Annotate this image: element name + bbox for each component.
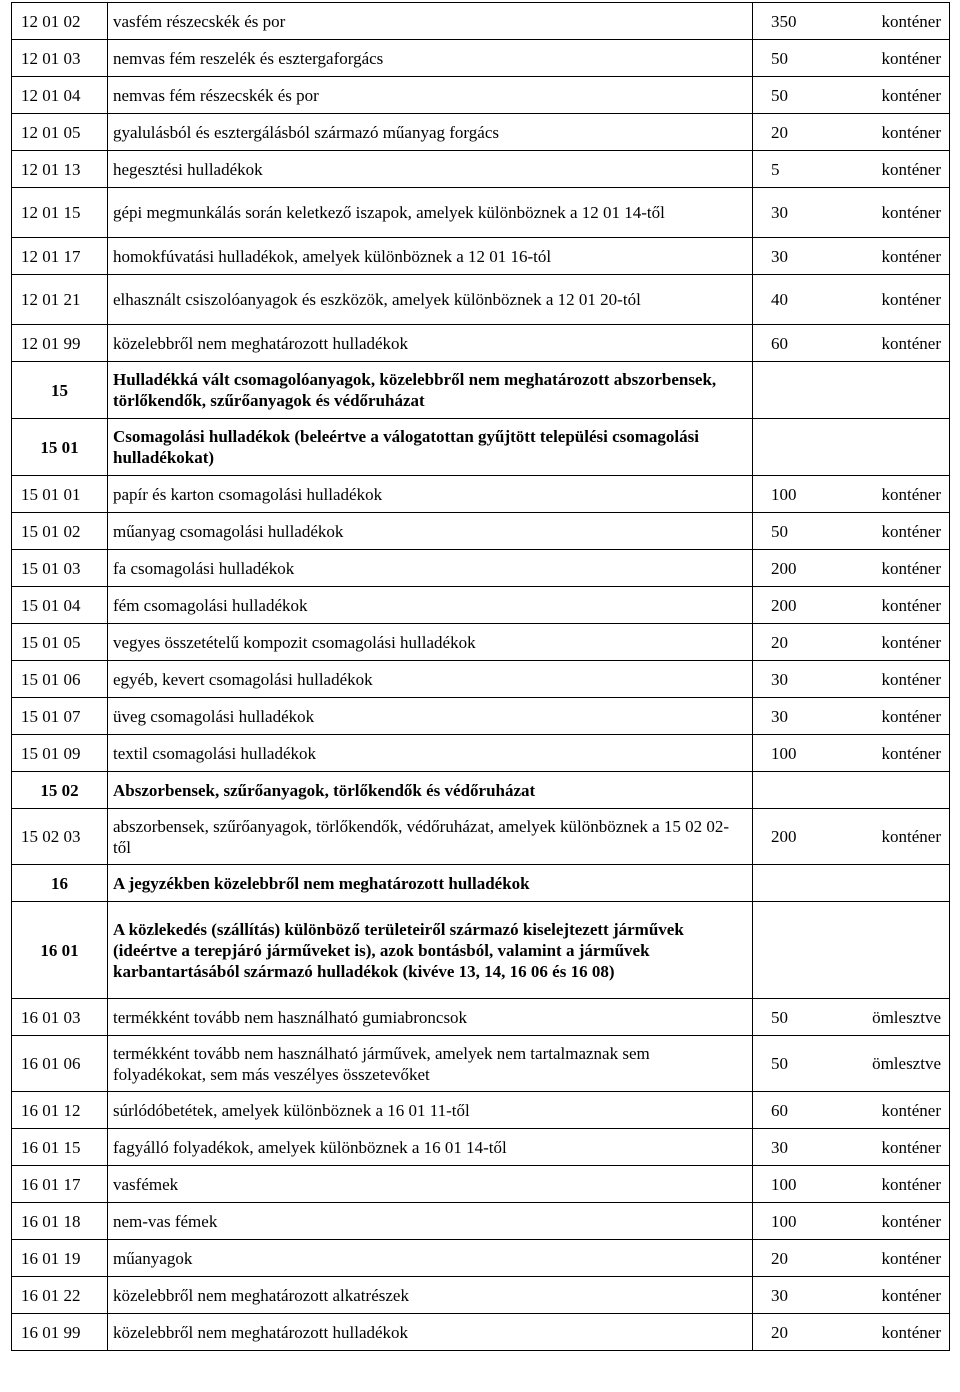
quantity-unit: ömlesztve xyxy=(872,1007,941,1027)
quantity-wrapper xyxy=(771,1137,941,1158)
waste-description-cell: termékként tovább nem használható gumiabroncsok xyxy=(108,999,753,1036)
waste-description-cell: súrlódóbetétek, amelyek különböznek a 16 01 11-től xyxy=(108,1092,753,1129)
quantity-value: 30 xyxy=(771,1137,788,1157)
waste-code-cell: 16 xyxy=(12,865,108,902)
quantity-unit: konténer xyxy=(881,669,941,689)
table-row xyxy=(12,661,950,698)
waste-code-cell: 16 01 06 xyxy=(12,1036,108,1092)
waste-description-cell: fagyálló folyadékok, amelyek különböznek a 16 01 14-től xyxy=(108,1129,753,1166)
quantity-value: 5 xyxy=(771,159,780,179)
quantity-cell xyxy=(753,1203,950,1240)
waste-description-cell: vasfém részecskék és por xyxy=(108,3,753,40)
quantity-value: 20 xyxy=(771,122,788,142)
table-row xyxy=(12,1203,950,1240)
quantity-unit: konténer xyxy=(881,85,941,105)
table-row xyxy=(12,735,950,772)
quantity-wrapper xyxy=(771,558,941,579)
waste-code-cell: 15 01 05 xyxy=(12,624,108,661)
quantity-cell xyxy=(753,419,950,476)
waste-code-cell: 15 02 03 xyxy=(12,809,108,865)
waste-description-cell: nemvas fém részecskék és por xyxy=(108,77,753,114)
quantity-unit: konténer xyxy=(881,706,941,726)
quantity-value: 20 xyxy=(771,632,788,652)
quantity-cell xyxy=(753,865,950,902)
table-row xyxy=(12,114,950,151)
waste-description-cell: homokfúvatási hulladékok, amelyek különböznek a 12 01 16-tól xyxy=(108,238,753,275)
quantity-wrapper xyxy=(771,521,941,542)
quantity-unit: ömlesztve xyxy=(872,1054,941,1073)
quantity-cell xyxy=(753,3,950,40)
waste-description-cell: fa csomagolási hulladékok xyxy=(108,550,753,587)
table-row xyxy=(12,1036,950,1092)
table-row xyxy=(12,77,950,114)
quantity-value: 200 xyxy=(771,827,797,846)
table-row xyxy=(12,40,950,77)
quantity-cell xyxy=(753,40,950,77)
table-row xyxy=(12,513,950,550)
quantity-cell xyxy=(753,809,950,865)
waste-description-cell: textil csomagolási hulladékok xyxy=(108,735,753,772)
quantity-unit: konténer xyxy=(881,290,941,309)
table-row xyxy=(12,809,950,865)
waste-code-cell: 16 01 19 xyxy=(12,1240,108,1277)
group-header-row xyxy=(12,419,950,476)
group-header-row xyxy=(12,362,950,419)
waste-code-cell: 15 01 04 xyxy=(12,587,108,624)
waste-description-cell: üveg csomagolási hulladékok xyxy=(108,698,753,735)
quantity-value: 50 xyxy=(771,1054,788,1073)
table-row xyxy=(12,624,950,661)
waste-code-cell: 16 01 15 xyxy=(12,1129,108,1166)
quantity-cell xyxy=(753,151,950,188)
table-row xyxy=(12,698,950,735)
table-row xyxy=(12,238,950,275)
quantity-value: 50 xyxy=(771,85,788,105)
waste-description-cell: fém csomagolási hulladékok xyxy=(108,587,753,624)
quantity-unit: konténer xyxy=(881,203,941,222)
quantity-cell xyxy=(753,772,950,809)
waste-code-cell: 12 01 04 xyxy=(12,77,108,114)
quantity-wrapper xyxy=(771,122,941,143)
quantity-unit: konténer xyxy=(881,1174,941,1194)
quantity-unit: konténer xyxy=(881,632,941,652)
group-header-row xyxy=(12,902,950,999)
quantity-wrapper xyxy=(771,1007,941,1028)
quantity-cell xyxy=(753,550,950,587)
quantity-unit: konténer xyxy=(881,1285,941,1305)
waste-description-cell: nem-vas fémek xyxy=(108,1203,753,1240)
waste-description-cell: Abszorbensek, szűrőanyagok, törlőkendők és védőruházat xyxy=(108,772,753,809)
quantity-cell xyxy=(753,1166,950,1203)
waste-code-cell: 16 01 03 xyxy=(12,999,108,1036)
quantity-wrapper xyxy=(771,1211,941,1232)
table-row xyxy=(12,999,950,1036)
table-row xyxy=(12,1240,950,1277)
waste-code-cell: 15 01 03 xyxy=(12,550,108,587)
quantity-cell xyxy=(753,1240,950,1277)
quantity-wrapper xyxy=(771,632,941,653)
waste-code-cell: 15 02 xyxy=(12,772,108,809)
quantity-cell xyxy=(753,325,950,362)
quantity-cell xyxy=(753,1092,950,1129)
table-row xyxy=(12,1092,950,1129)
quantity-cell xyxy=(753,661,950,698)
quantity-unit: konténer xyxy=(881,1137,941,1157)
quantity-unit: konténer xyxy=(881,558,941,578)
quantity-value: 100 xyxy=(771,1211,797,1231)
waste-code-cell: 12 01 13 xyxy=(12,151,108,188)
waste-code-cell: 15 01 01 xyxy=(12,476,108,513)
quantity-wrapper xyxy=(771,826,941,847)
waste-code-cell: 12 01 17 xyxy=(12,238,108,275)
quantity-unit: konténer xyxy=(881,159,941,179)
quantity-value: 200 xyxy=(771,595,797,615)
quantity-value: 200 xyxy=(771,558,797,578)
quantity-cell xyxy=(753,476,950,513)
quantity-value: 50 xyxy=(771,48,788,68)
quantity-cell xyxy=(753,238,950,275)
waste-description-cell: A közlekedés (szállítás) különböző területeiről származó kiselejtezett járművek (ideértve a terepjáró járműveket is), azok bontásból, valamint a járművek karbantartásából származó hulladékok (kivéve 13, 14, 16 06 és 16 08) xyxy=(108,902,753,999)
quantity-wrapper xyxy=(771,484,941,505)
quantity-wrapper xyxy=(771,289,941,310)
waste-description-cell: gyalulásból és esztergálásból származó műanyag forgács xyxy=(108,114,753,151)
waste-description-cell: egyéb, kevert csomagolási hulladékok xyxy=(108,661,753,698)
quantity-cell xyxy=(753,188,950,238)
table-row xyxy=(12,1166,950,1203)
quantity-value: 20 xyxy=(771,1248,788,1268)
quantity-unit: konténer xyxy=(881,827,941,846)
quantity-unit: konténer xyxy=(881,1248,941,1268)
table-row xyxy=(12,188,950,238)
quantity-value: 50 xyxy=(771,1007,788,1027)
quantity-unit: konténer xyxy=(881,246,941,266)
quantity-wrapper xyxy=(771,159,941,180)
quantity-cell xyxy=(753,114,950,151)
waste-description-cell: papír és karton csomagolási hulladékok xyxy=(108,476,753,513)
quantity-unit: konténer xyxy=(881,521,941,541)
waste-description-cell: gépi megmunkálás során keletkező iszapok, amelyek különböznek a 12 01 14-től xyxy=(108,188,753,238)
quantity-wrapper xyxy=(771,1174,941,1195)
table-row xyxy=(12,275,950,325)
waste-code-cell: 16 01 xyxy=(12,902,108,999)
waste-code-cell: 12 01 99 xyxy=(12,325,108,362)
quantity-value: 30 xyxy=(771,246,788,266)
waste-description-cell: elhasznált csiszolóanyagok és eszközök, amelyek különböznek a 12 01 20-tól xyxy=(108,275,753,325)
quantity-unit: konténer xyxy=(881,595,941,615)
waste-code-cell: 15 01 xyxy=(12,419,108,476)
waste-code-cell: 16 01 18 xyxy=(12,1203,108,1240)
table-row xyxy=(12,1314,950,1351)
waste-code-cell: 15 01 07 xyxy=(12,698,108,735)
quantity-cell xyxy=(753,362,950,419)
waste-code-table xyxy=(11,2,950,1351)
quantity-value: 20 xyxy=(771,1322,788,1342)
quantity-wrapper xyxy=(771,595,941,616)
table-row xyxy=(12,3,950,40)
quantity-value: 30 xyxy=(771,203,788,222)
quantity-cell xyxy=(753,587,950,624)
quantity-cell xyxy=(753,513,950,550)
waste-code-cell: 15 01 02 xyxy=(12,513,108,550)
waste-code-cell: 16 01 17 xyxy=(12,1166,108,1203)
quantity-wrapper xyxy=(771,1248,941,1269)
quantity-wrapper xyxy=(771,1285,941,1306)
quantity-cell xyxy=(753,902,950,999)
quantity-unit: konténer xyxy=(881,743,941,763)
waste-code-cell: 15 01 06 xyxy=(12,661,108,698)
quantity-cell xyxy=(753,999,950,1036)
waste-description-cell: Hulladékká vált csomagolóanyagok, közelebbről nem meghatározott abszorbensek, törlőkendők, szűrőanyagok és védőruházat xyxy=(108,362,753,419)
quantity-wrapper xyxy=(771,706,941,727)
waste-description-cell: A jegyzékben közelebbről nem meghatározott hulladékok xyxy=(108,865,753,902)
quantity-cell xyxy=(753,1129,950,1166)
quantity-cell xyxy=(753,1277,950,1314)
table-row xyxy=(12,1129,950,1166)
group-header-row xyxy=(12,772,950,809)
quantity-unit: konténer xyxy=(881,1211,941,1231)
waste-description-cell: közelebbről nem meghatározott hulladékok xyxy=(108,325,753,362)
waste-description-cell: abszorbensek, szűrőanyagok, törlőkendők, védőruházat, amelyek különböznek a 15 02 02-től xyxy=(108,809,753,865)
waste-code-cell: 15 01 09 xyxy=(12,735,108,772)
waste-description-cell: termékként tovább nem használható járművek, amelyek nem tartalmaznak sem folyadékokat, sem más veszélyes összetevőket xyxy=(108,1036,753,1092)
quantity-cell xyxy=(753,735,950,772)
quantity-cell xyxy=(753,275,950,325)
quantity-wrapper xyxy=(771,1322,941,1343)
quantity-value: 60 xyxy=(771,1100,788,1120)
waste-description-cell: műanyag csomagolási hulladékok xyxy=(108,513,753,550)
quantity-wrapper xyxy=(771,1100,941,1121)
waste-description-cell: közelebbről nem meghatározott hulladékok xyxy=(108,1314,753,1351)
quantity-value: 350 xyxy=(771,11,797,31)
waste-code-cell: 12 01 03 xyxy=(12,40,108,77)
quantity-wrapper xyxy=(771,333,941,354)
quantity-value: 30 xyxy=(771,706,788,726)
quantity-cell xyxy=(753,698,950,735)
quantity-unit: konténer xyxy=(881,484,941,504)
waste-description-cell: hegesztési hulladékok xyxy=(108,151,753,188)
waste-description-cell: nemvas fém reszelék és esztergaforgács xyxy=(108,40,753,77)
waste-code-cell: 16 01 22 xyxy=(12,1277,108,1314)
waste-code-cell: 16 01 12 xyxy=(12,1092,108,1129)
quantity-unit: konténer xyxy=(881,48,941,68)
waste-code-cell: 15 xyxy=(12,362,108,419)
table-row xyxy=(12,587,950,624)
group-header-row xyxy=(12,865,950,902)
quantity-value: 60 xyxy=(771,333,788,353)
quantity-wrapper xyxy=(771,669,941,690)
quantity-unit: konténer xyxy=(881,333,941,353)
quantity-wrapper xyxy=(771,743,941,764)
quantity-unit: konténer xyxy=(881,11,941,31)
waste-code-cell: 12 01 15 xyxy=(12,188,108,238)
table-row xyxy=(12,151,950,188)
table-row xyxy=(12,476,950,513)
quantity-unit: konténer xyxy=(881,122,941,142)
quantity-value: 100 xyxy=(771,743,797,763)
quantity-cell xyxy=(753,1314,950,1351)
quantity-wrapper xyxy=(771,11,941,32)
waste-description-cell: műanyagok xyxy=(108,1240,753,1277)
quantity-cell xyxy=(753,624,950,661)
quantity-value: 50 xyxy=(771,521,788,541)
quantity-value: 100 xyxy=(771,1174,797,1194)
quantity-value: 30 xyxy=(771,669,788,689)
waste-description-cell: közelebbről nem meghatározott alkatrészek xyxy=(108,1277,753,1314)
table-row xyxy=(12,325,950,362)
table-row xyxy=(12,550,950,587)
quantity-cell xyxy=(753,1036,950,1092)
waste-description-cell: vegyes összetételű kompozit csomagolási hulladékok xyxy=(108,624,753,661)
quantity-wrapper xyxy=(771,1053,941,1074)
quantity-value: 30 xyxy=(771,1285,788,1305)
quantity-cell xyxy=(753,77,950,114)
waste-code-cell: 12 01 05 xyxy=(12,114,108,151)
waste-description-cell: Csomagolási hulladékok (beleértve a válogatottan gyűjtött települési csomagolási hulladékokat) xyxy=(108,419,753,476)
quantity-unit: konténer xyxy=(881,1100,941,1120)
quantity-wrapper xyxy=(771,202,941,223)
table-row xyxy=(12,1277,950,1314)
quantity-wrapper xyxy=(771,85,941,106)
waste-description-cell: vasfémek xyxy=(108,1166,753,1203)
quantity-wrapper xyxy=(771,48,941,69)
quantity-unit: konténer xyxy=(881,1322,941,1342)
quantity-wrapper xyxy=(771,246,941,267)
quantity-value: 100 xyxy=(771,484,797,504)
quantity-value: 40 xyxy=(771,290,788,309)
waste-code-cell: 12 01 21 xyxy=(12,275,108,325)
waste-code-table-body xyxy=(12,3,950,1351)
waste-code-cell: 12 01 02 xyxy=(12,3,108,40)
waste-code-cell: 16 01 99 xyxy=(12,1314,108,1351)
